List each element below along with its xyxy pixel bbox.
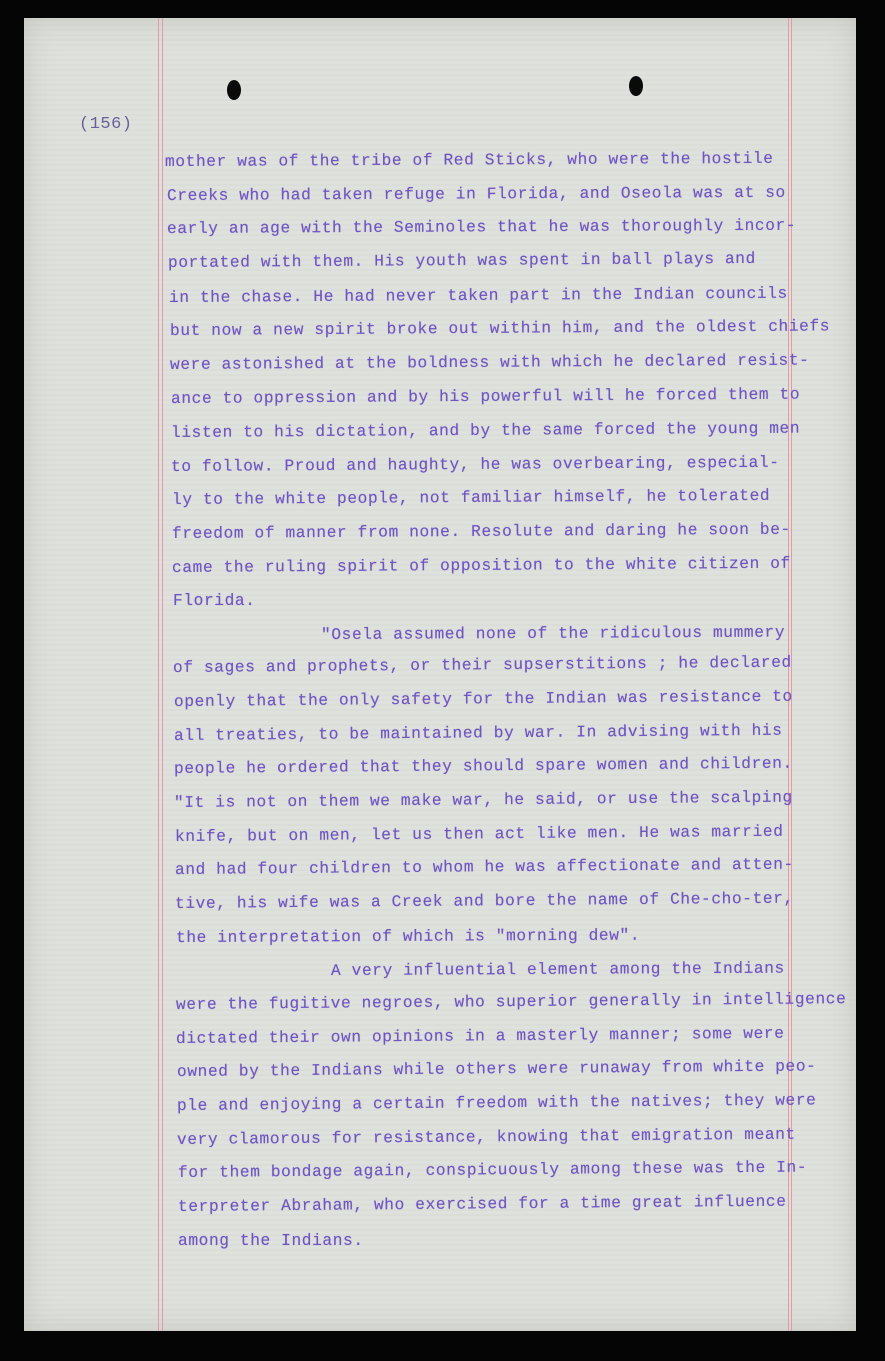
page-number: (156) <box>79 115 133 134</box>
text-line: ance to oppression and by his powerful will he forced them to <box>170 385 801 408</box>
text-line: "Osela assumed none of the ridiculous mummery <box>320 623 786 644</box>
text-line: but now a new spirit broke out within him, and the oldest chiefs <box>169 317 831 340</box>
text-line: "It is not on them we make war, he said, or use the scalping <box>173 788 793 812</box>
punch-hole-right <box>629 76 643 96</box>
text-line: the interpretation of which is "morning dew". <box>175 926 641 947</box>
text-line: ple and enjoying a certain freedom with the natives; they were <box>176 1091 817 1115</box>
text-line: openly that the only safety for the Indian was resistance to <box>173 687 793 711</box>
text-line: to follow. Proud and haughty, he was overbearing, especial- <box>170 453 780 476</box>
text-line: in the chase. He had never taken part in the Indian councils <box>168 284 788 307</box>
text-line: listen to his dictation, and by the same forced the young men <box>170 419 801 442</box>
text-line: and had four children to whom he was affectionate and atten- <box>174 855 794 879</box>
text-line: for them bondage again, conspicuously among these was the In- <box>177 1158 808 1182</box>
text-line: portated with them. His youth was spent in ball plays and <box>167 249 756 272</box>
text-line: mother was of the tribe of Red Sticks, who were the hostile <box>164 149 774 171</box>
text-line: came the ruling spirit of opposition to the white citizen of <box>171 554 791 577</box>
text-line: were astonished at the boldness with which he declared resist- <box>169 351 810 374</box>
text-line: early an age with the Seminoles that he was thoroughly incor- <box>166 216 797 238</box>
text-line: terpreter Abraham, who exercised for a time great influence <box>177 1192 787 1216</box>
text-line: of sages and prophets, or their supserstitions ; he declared <box>172 653 792 677</box>
text-line: ly to the white people, not familiar himself, he tolerated <box>171 486 771 509</box>
document-page <box>24 18 856 1331</box>
text-line: dictated their own opinions in a masterly manner; some were <box>175 1024 785 1048</box>
text-line: Florida. <box>173 592 256 610</box>
punch-hole-left <box>227 80 241 100</box>
text-line: were the fugitive negroes, who superior generally in intelligence <box>175 990 847 1014</box>
text-line: knife, but on men, let us then act like men. He was married <box>174 822 784 846</box>
text-line: all treaties, to be maintained by war. In advising with his <box>173 721 783 745</box>
left-margin-line-inner <box>162 18 163 1331</box>
text-line: very clamorous for resistance, knowing that emigration meant <box>176 1125 796 1149</box>
left-margin-line <box>158 18 159 1331</box>
text-line: A very influential element among the Indians <box>330 959 785 980</box>
text-line: among the Indians. <box>178 1232 364 1250</box>
text-line: freedom of manner from none. Resolute and daring he soon be- <box>171 520 791 543</box>
text-line: owned by the Indians while others were runaway from white peo- <box>176 1057 817 1081</box>
text-line: tive, his wife was a Creek and bore the name of Che-cho-ter, <box>174 889 794 913</box>
text-line: Creeks who had taken refuge in Florida, and Oseola was at so <box>166 183 786 205</box>
text-line: people he ordered that they should spare women and children. <box>173 754 793 778</box>
